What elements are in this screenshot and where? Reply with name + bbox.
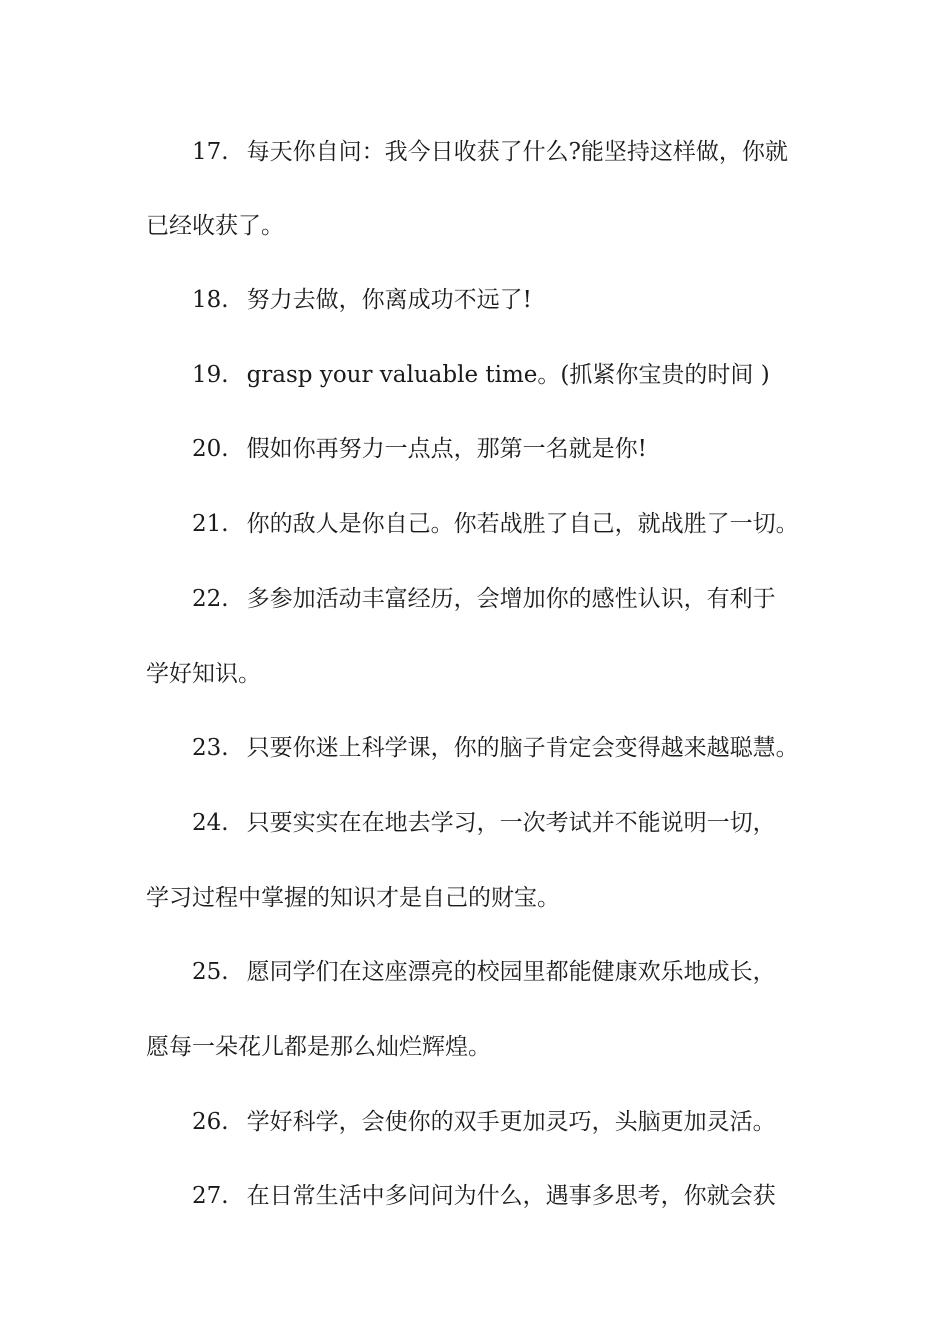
item-text: grasp your valuable time。(抓紧你宝贵的时间 ) <box>246 362 770 388</box>
item-text: 你的敌人是你自己。你若战胜了自己，就战胜了一切。 <box>246 511 799 537</box>
item-text: 假如你再努力一点点，那第一名就是你! <box>246 436 647 462</box>
item-number: 17. <box>192 139 229 165</box>
item-number: 24. <box>192 810 229 836</box>
item-number: 23. <box>192 735 229 761</box>
item-19-line-1 <box>192 360 810 390</box>
item-number: 26. <box>192 1109 229 1135</box>
item-text: 在日常生活中多问问为什么，遇事多思考，你就会获 <box>246 1183 776 1209</box>
item-22-line-2: 学好知识。 <box>146 661 261 687</box>
item-text: 学好科学，会使你的双手更加灵巧，头脑更加灵活。 <box>246 1109 776 1135</box>
item-26-line-1 <box>192 1107 810 1137</box>
item-text: 努力去做，你离成功不远了! <box>246 287 532 313</box>
item-number: 21. <box>192 511 229 537</box>
item-25-line-1 <box>192 957 810 987</box>
item-25-line-2: 愿每一朵花儿都是那么灿烂辉煌。 <box>146 1034 491 1060</box>
item-number: 25. <box>192 959 229 985</box>
item-21-line-1 <box>192 509 810 539</box>
item-24-line-2: 学习过程中掌握的知识才是自己的财宝。 <box>146 885 560 911</box>
item-17-line-1 <box>192 137 810 167</box>
item-text: 每天你自问：我今日收获了什么?能坚持这样做，你就 <box>246 139 788 165</box>
item-17-line-2: 已经收获了。 <box>146 213 284 239</box>
item-number: 18. <box>192 287 229 313</box>
item-number: 27. <box>192 1183 229 1209</box>
item-24-line-1 <box>192 808 810 838</box>
item-text: 多参加活动丰富经历，会增加你的感性认识，有利于 <box>246 586 776 612</box>
item-18-line-1 <box>192 285 810 315</box>
item-20-line-1 <box>192 434 810 464</box>
item-27-line-1 <box>192 1181 810 1211</box>
item-text: 只要你迷上科学课，你的脑子肯定会变得越来越聪慧。 <box>246 735 799 761</box>
item-text: 愿同学们在这座漂亮的校园里都能健康欢乐地成长， <box>246 959 776 985</box>
item-22-line-1 <box>192 584 810 614</box>
item-number: 19. <box>192 362 229 388</box>
item-23-line-1 <box>192 733 810 763</box>
item-number: 20. <box>192 436 229 462</box>
item-number: 22. <box>192 586 229 612</box>
item-text: 只要实实在在地去学习，一次考试并不能说明一切， <box>246 810 776 836</box>
